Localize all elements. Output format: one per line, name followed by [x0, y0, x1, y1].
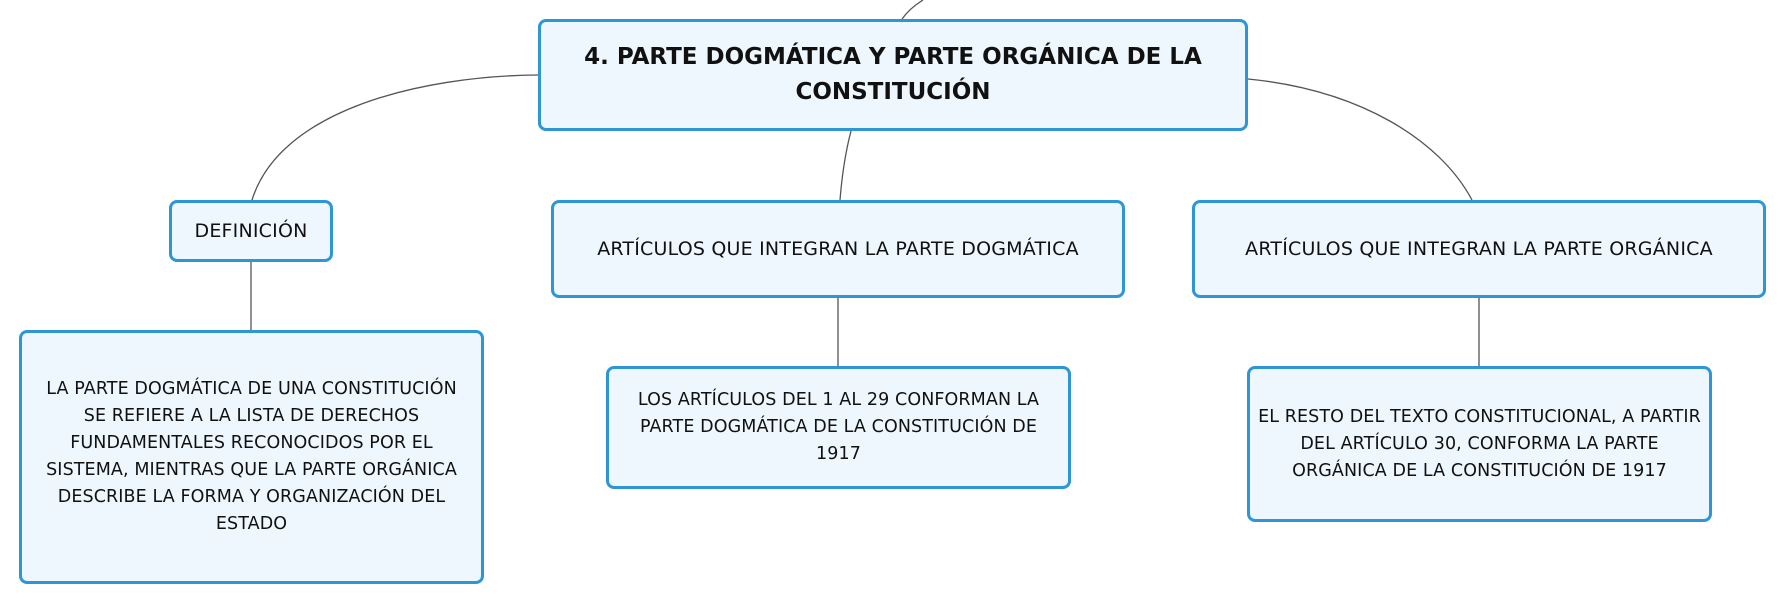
central-topic[interactable]	[538, 19, 1248, 131]
subtopic-dogmatica-text: LOS ARTÍCULOS DEL 1 AL 29 CONFORMAN LA PARTE DOGMÁTICA DE LA CONSTITUCIÓN DE 1917	[637, 390, 1040, 464]
topic-articulos-dogmatica[interactable]	[551, 200, 1125, 298]
connector-title-to-organica	[1248, 79, 1472, 200]
central-topic-label: 4. PARTE DOGMÁTICA Y PARTE ORGÁNICA DE LA CONSTITUCIÓN	[584, 44, 1202, 105]
subtopic-organica-detail[interactable]	[1247, 366, 1712, 522]
topic-articulos-organica-label: ARTÍCULOS QUE INTEGRAN LA PARTE ORGÁNICA	[1245, 238, 1713, 260]
topic-articulos-organica[interactable]	[1192, 200, 1766, 298]
connector-title-to-definicion	[252, 75, 538, 200]
topic-definicion[interactable]	[169, 200, 333, 262]
subtopic-organica-text: EL RESTO DEL TEXTO CONSTITUCIONAL, A PARTIR DEL ARTÍCULO 30, CONFORMA LA PARTE ORGÁNICA DE LA CONSTITUCIÓN DE 1917	[1258, 406, 1701, 481]
topic-articulos-dogmatica-label: ARTÍCULOS QUE INTEGRAN LA PARTE DOGMÁTICA	[597, 238, 1079, 260]
connector-root-to-parent	[902, 0, 923, 19]
connector-title-to-dogmatica	[840, 131, 851, 200]
subtopic-definicion-text: LA PARTE DOGMÁTICA DE UNA CONSTITUCIÓN SE REFIERE A LA LISTA DE DERECHOS FUNDAMENTALES RECONOCIDOS POR EL SISTEMA, MIENTRAS QUE LA PARTE ORGÁNICA DESCRIBE LA FORMA Y ORGANIZACIÓN DEL ESTADO	[46, 379, 457, 534]
subtopic-definicion-detail[interactable]	[19, 330, 484, 584]
subtopic-dogmatica-detail[interactable]	[606, 366, 1071, 489]
topic-definicion-label: DEFINICIÓN	[194, 220, 308, 242]
